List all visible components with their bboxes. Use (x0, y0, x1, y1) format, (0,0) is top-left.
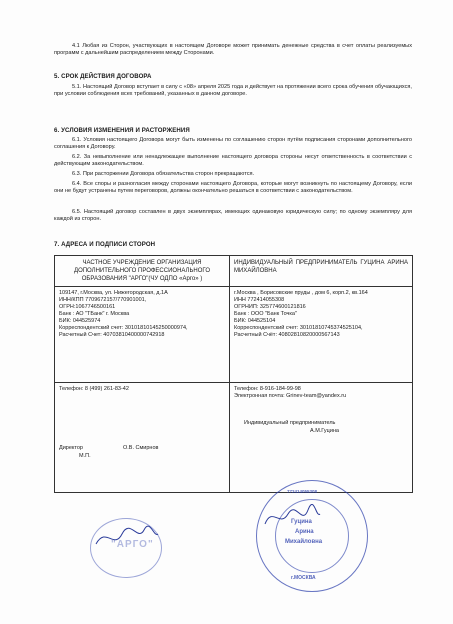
left-party-signature (55, 383, 230, 493)
section-5-heading: 5. СРОК ДЕЙСТВИЯ ДОГОВОРА (54, 73, 152, 80)
section-7-heading: 7. АДРЕСА И ПОДПИСИ СТОРОН (54, 241, 156, 248)
left-party-name: ЧАСТНОЕ УЧРЕЖДЕНИЕ ОРГАНИЗАЦИЯ ДОПОЛНИТЕЛЬНОГО ПРОФЕССИОНАЛЬНОГО ОБРАЗОВАНИЯ "АРГО"(ЧУ ОДПО «Арго» ) (55, 256, 230, 287)
director-label: Директор (59, 445, 83, 451)
clause-5-1: 5.1. Настоящий Договор вступает в силу с «08» апреля 2025 года и действует на протяжении всего срока обучения обучающихся, при условии соблюдения всех требований, указанных в данном договоре. (54, 84, 412, 98)
right-party-signature (230, 383, 413, 493)
director-signature (92, 522, 162, 552)
right-phone: Телефон: 8-916-184-99-98 (234, 386, 301, 392)
signatures-table (54, 255, 413, 493)
clause-4-1: 4.1 Любая из Сторон, участвующих в настоящем Договоре может принимать денежные средства в счет оплаты реализуемых программ с дальнейшим распределением между Сторонами. (54, 43, 412, 57)
left-party-details: 109147, г.Москва, ул. Нижегородская, д.1А ИНН/КПП 7709672157/770901001, ОГРН:1067746500161 Банк : АО "ТБанк" г. Москва БИК: 044525974 Корреспондентский счет: 30101810145250000974, Расчетный Счет: 40703810400000742918 (55, 287, 230, 383)
clause-6-4: 6.4. Все споры и разногласия между сторонами настоящего Договора, которые могут возникнуть по настоящему Договору, если они не будут устранены путем переговоров, должны окончательно решаться в соответствии с законодательством. (54, 181, 412, 195)
left-phone: Телефон: 8 (499) 261-83-42 (59, 386, 129, 392)
clause-6-1: 6.1. Условия настоящего Договора могут быть изменены по соглашению сторон путём подписания сторонами дополнительного соглашения к Договору. (54, 137, 412, 151)
right-email: Электронная почта: Grinev-team@yandex.ru (234, 393, 347, 399)
left-stamp: "АРГО" (90, 518, 162, 578)
director-name: О.В. Смирнов (123, 445, 159, 451)
mp-label: М.П. (79, 453, 91, 459)
clause-6-3: 6.3. При расторжении Договора обязательства сторон прекращаются. (72, 171, 255, 177)
entrepreneur-name: А.М.Гуцина (310, 428, 339, 434)
right-party-name: ИНДИВИДУАЛЬНЫЙ ПРЕДПРИНИМАТЕЛЬ ГУЦИНА АРИНА МИХАЙЛОВНА (230, 256, 413, 287)
right-stamp: Гуцина Арина Михайловна г.МОСКВА 772414055308 (256, 480, 368, 592)
right-party-details: г.Москва , Борисовские пруды , дом 6, корп.2, кв.164 ИНН 772414055308 ОГРНИП: 325774600121816 Банк : ООО "Банк Точка" БИК: 044525104 Корреспондентский счет: 30101810745374525104, Расчетный Счёт: 40802810820000567143 (230, 287, 413, 383)
entrepreneur-signature (262, 504, 322, 530)
clause-6-2: 6.2. За невыполнение или ненадлежащее выполнение настоящего договора стороны несут ответственность в соответствии с действующим законодательством. (54, 154, 412, 168)
entrepreneur-label: Индивидуальный предприниматель (244, 420, 336, 426)
clause-6-5: 6.5. Настоящий договор составлен в двух экземплярах, имеющих одинаковую юридическую силу; по одному экземпляру для каждой из сторон. (54, 209, 412, 223)
section-6-heading: 6. УСЛОВИЯ ИЗМЕНЕНИЯ И РАСТОРЖЕНИЯ (54, 127, 190, 134)
